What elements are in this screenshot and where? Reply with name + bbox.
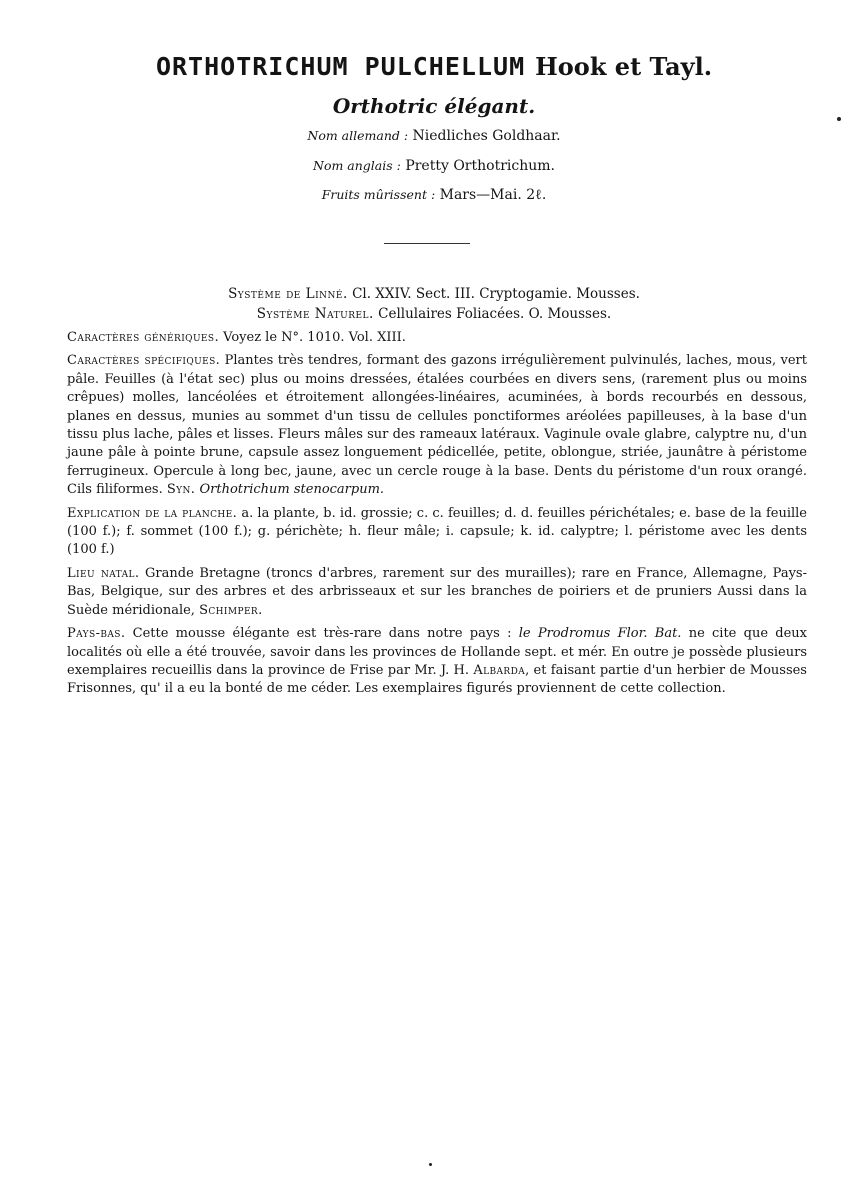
lieu-head: Lieu natal.	[67, 565, 140, 581]
synonym-label: Syn.	[166, 482, 196, 498]
paysbas-head: Pays-bas.	[67, 626, 126, 642]
specific-text: Plantes très tendres, formant des gazons irrégulièrement pulvinulés, laches, mous, vert pâle. Feuilles (à l'état sec) plus ou moins dressées, étalées courbées en divers sens, (rarement plus ou moins crêpues) molles, lancéolées et étroitement allongées-linéaires, acuminées, à bords recourbés en dessous, planes en dessus, munies au sommet d'un tissu de cellules ponctiformes aréolées papilleuses, à la base d'un tissu plus lache, pâles et lisses. Fleurs mâles sur des rameaux latéraux. Vaginule ovale glabre, calyptre nu, d'un jaune pâle à pointe brune, capsule assez longuement pédicellée, petite, oblongue, striée, jaunâtre à péristome ferrugineux. Opercule à long bec, jaune, avec un cercle rouge à la base. Dents du péristome d'un roux orangé. Cils filiformes.	[67, 353, 807, 498]
print-speck	[837, 117, 841, 121]
english-value: Pretty Orthotrichum.	[405, 158, 555, 174]
description-body	[67, 329, 807, 704]
generic-text: Voyez le N°. 1010. Vol. XIII.	[223, 330, 406, 345]
paysbas-text-3: , et faisant partie d'un herbier de Mousses Frisonnes, qu' il a eu la bonté de me céder. Les exemplaires figurés proviennent de cette collection.	[67, 662, 807, 697]
author-abbreviation: Hook et Tayl.	[535, 52, 713, 81]
paysbas-reference: le Prodromus Flor. Bat.	[518, 626, 682, 642]
fruit-season-line	[0, 187, 868, 204]
linne-system-line	[0, 286, 868, 302]
specific-characters-paragraph	[67, 352, 807, 499]
native-range-paragraph	[67, 565, 807, 620]
natural-label: Système Naturel.	[256, 306, 374, 322]
linne-value: Cl. XXIV. Sect. III. Cryptogamie. Mousses.	[352, 286, 640, 302]
paysbas-collector: Albarda	[473, 662, 526, 678]
print-speck-bottom	[429, 1163, 432, 1166]
species-title	[0, 52, 868, 81]
lieu-text: Grande Bretagne (troncs d'arbres, rarement sur des murailles); rare en France, Allemagne, Pays-Bas, Belgique, sur des arbres et des arbrisseaux et sur les branches de poiriers et de pruniers Aussi dans la Suède méridionale,	[67, 565, 807, 618]
natural-value: Cellulaires Foliacées. O. Mousses.	[378, 306, 612, 322]
specific-head: Caractères spécifiques.	[67, 353, 221, 369]
explication-paragraph	[67, 505, 807, 560]
divider-rule	[384, 243, 470, 244]
paysbas-text-1: Cette mousse élégante est très-rare dans notre pays :	[132, 626, 512, 642]
fruit-label: Fruits mûrissent :	[321, 187, 436, 202]
german-name-line	[0, 128, 868, 144]
generic-characters-paragraph	[67, 329, 807, 347]
latin-name: ORTHOTRICHUM PULCHELLUM	[155, 52, 526, 81]
english-name-line	[0, 158, 868, 174]
paysbas-text-2: ne cite que deux localités où elle a été trouvée, savoir dans les provinces de Hollande sept. et mér. En outre je possède plusieurs exemplaires recueillis dans la province de Frise par Mr. J. H.	[67, 626, 807, 678]
lieu-author: Schimper.	[199, 602, 263, 618]
explication-text: a. la plante, b. id. grossie; c. c. feuilles; d. d. feuilles périchétales; e. base de la feuille (100 f.); f. sommet (100 f.); g. périchète; h. fleur mâle; i. capsule; k. id. calyptre; l. péristome avec les dents (100 f.)	[67, 505, 807, 558]
natural-system-line	[0, 306, 868, 322]
linne-label: Système de Linné.	[228, 286, 348, 302]
french-name: Orthotric élégant.	[332, 94, 536, 118]
german-value: Niedliches Goldhaar.	[412, 128, 561, 144]
fruit-value: Mars—Mai. 2ℓ.	[439, 187, 547, 203]
english-label: Nom anglais :	[313, 158, 401, 173]
synonym-value: Orthotrichum stenocarpum.	[199, 482, 385, 498]
generic-head: Caractères génériques.	[67, 330, 219, 345]
netherlands-paragraph	[67, 625, 807, 699]
explication-head: Explication de la planche.	[67, 505, 238, 521]
german-label: Nom allemand :	[307, 128, 409, 143]
